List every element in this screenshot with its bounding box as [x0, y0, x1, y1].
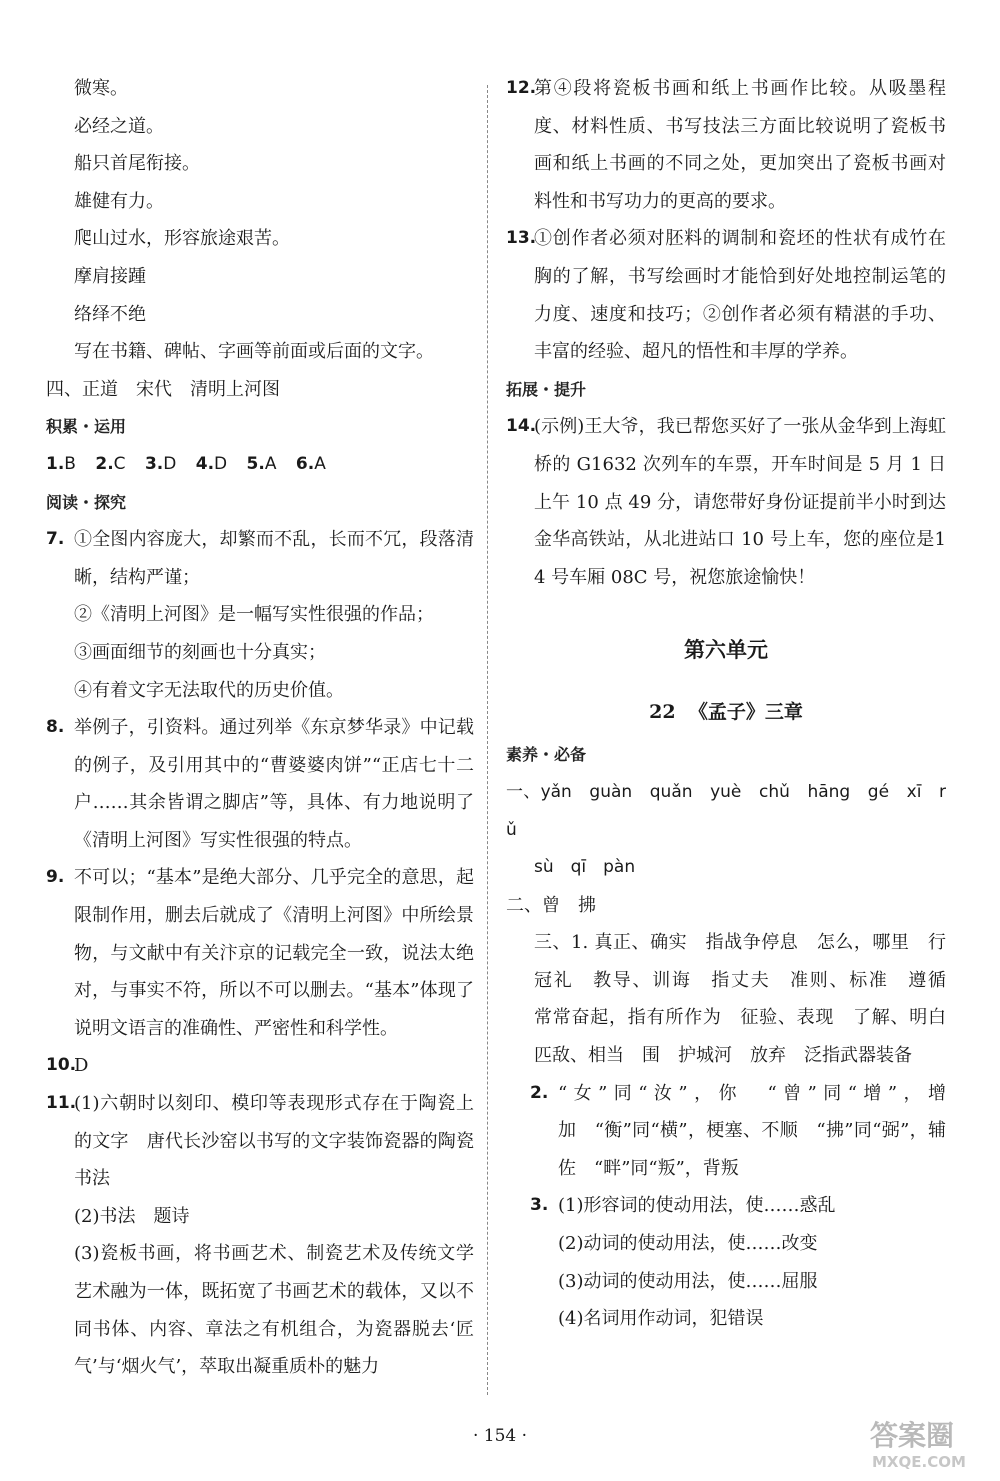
answer-subline: (2)动词的使动用法，使……改变 [558, 1233, 818, 1255]
answer-line: 络绎不绝 [74, 303, 146, 325]
answer-subline: ④有着文字无法取代的历史价值。 [74, 679, 344, 701]
question-number: 13. [506, 228, 537, 249]
mc-item: 1.B [46, 453, 76, 474]
answer-line: 写在书籍、碑帖、字画等前面或后面的文字。 [74, 341, 434, 363]
section-heading-tuozhan: 拓展・提升 [506, 379, 587, 399]
question-number: 11. [46, 1093, 77, 1114]
answer-subline: ③画面细节的刻画也十分真实； [74, 641, 326, 663]
question-number: 12. [506, 78, 537, 98]
section-heading-suyang: 素养・必备 [506, 745, 587, 765]
question-number: 7. [46, 529, 65, 550]
question-10: 10. D [46, 1047, 474, 1085]
mc-item: 2.C [95, 453, 126, 474]
question-8: 8. 举例子，引资料。通过列举《东京梦华录》中记载的例子，及引用其中的“曹婆婆肉饼”“正店七十二户……其余皆谓之脚店”等，具体、有力地说明了《清明上河图》写实性很强的特点。 [46, 709, 474, 859]
section-four: 四、正道 宋代 清明上河图 [46, 378, 280, 400]
question-number: 3. [530, 1195, 549, 1216]
svg-text:MXQE.COM: MXQE.COM [872, 1453, 966, 1471]
question-12: 12. 第④段将瓷板书画和纸上书画作比较。从吸墨程度、材料性质、书写技法三方面比较说明了瓷板书画和纸上书画的不同之处，更加突出了瓷板书画对料性和书写功力的更高的要求。 [506, 70, 946, 220]
multiple-choice-answers [46, 446, 474, 484]
answer-subline: (2)书法 题诗 [74, 1205, 190, 1227]
column-divider [487, 85, 488, 1395]
mc-item: 5.A [246, 453, 277, 474]
answer-line: 船只首尾衔接。 [74, 153, 200, 175]
question-number: 2. [530, 1082, 549, 1103]
question-number: 9. [46, 867, 65, 888]
section-three-1: 三、1. 真正、确实 指战争停息 怎么，哪里 行冠礼 教导、训诲 指丈夫 准则、标准 遵循 常常奋起，指有所作为 征验、表现 了解、明白 匹敌、相当 围 护城河 放弃 泛指武器装备 [534, 932, 964, 1067]
question-number: 10. [46, 1055, 77, 1076]
unit-title: 第六单元 [684, 638, 768, 663]
page-number: · 154 · [472, 1426, 528, 1446]
question-number: 14. [506, 416, 537, 437]
answer-line: 必经之道。 [74, 115, 164, 137]
lesson-title [506, 692, 946, 732]
svg-text:答案圈: 答案圈 [870, 1419, 955, 1452]
answer-subline: ②《清明上河图》是一幅写实性很强的作品； [74, 604, 434, 626]
answer-subline: (4)名词用作动词，犯错误 [558, 1308, 764, 1330]
mc-item: 3.D [144, 453, 177, 474]
section-three-2: 2. “女”同“汝”，你 “曾”同“增”，增加 “衡”同“横”，梗塞、不顺 “拂”同“弼”，辅佐 “畔”同“叛”，背叛 [506, 1075, 946, 1188]
question-number: 8. [46, 717, 65, 738]
question-13: 13. ①创作者必须对胚料的调制和瓷坯的性状有成竹在胸的了解，书写绘画时才能恰到好处地控制运笔的力度、速度和技巧；②创作者必须有精湛的手功、丰富的经验、超凡的悟性和丰厚的学养。 [506, 220, 946, 370]
mc-item: 4.D [195, 453, 228, 474]
pinyin-line: 一、yǎn guàn quǎn yuè chǔ hāng gé xī rǔ [506, 781, 946, 840]
answer-line: 雄健有力。 [74, 190, 164, 212]
section-two: 二、曾 拂 [506, 894, 596, 916]
mc-item: 6.A [295, 453, 326, 474]
left-column [46, 70, 474, 1386]
right-column [506, 70, 964, 1338]
answer-line: 摩肩接踵 [74, 265, 146, 287]
question-9: 9. 不可以；“基本”是绝大部分、几乎完全的意思，起限制作用，删去后就成了《清明上河图》中所绘景物，与文献中有关汴京的记载完全一致，说法太绝对，与事实不符，所以不可以删去。“基本”体现了说明文语言的准确性、严密性和科学性。 [46, 859, 474, 1047]
question-11: 11. (1)六朝时以刻印、模印等表现形式存在于陶瓷上的文字 唐代长沙窑以书写的文字装饰瓷器的陶瓷书法 [46, 1085, 474, 1198]
question-7: 7. ①全图内容庞大，却繁而不乱，长而不冗，段落清晰，结构严谨； [46, 521, 474, 596]
question-14: 14. (示例)王大爷，我已帮您买好了一张从金华到上海虹桥的 G1632 次列车的车票，开车时间是 5 月 1 日上午 10 点 49 分，请您带好身份证提前半小时到达金华高铁站，从北进站口 10 号上车，您的座位是14 号车厢 08C 号，祝您旅途愉快！ [506, 408, 946, 596]
section-heading-jilei: 积累・运用 [46, 417, 127, 437]
lesson-name: 《孟子》三章 [688, 701, 803, 724]
pinyin-line: sù qī pàn [534, 857, 636, 878]
lesson-number: 22 [649, 701, 676, 724]
answer-subline: (3)瓷板书画，将书画艺术、制瓷艺术及传统文学艺术融为一体，既拓宽了书画艺术的载体，又以不同书体、内容、章法之有机组合，为瓷器脱去‘匠气’与‘烟火气’，萃取出凝重质朴的魅力 [74, 1243, 474, 1378]
watermark-logo [868, 1411, 978, 1471]
answer-subline: (3)动词的使动用法，使……屈服 [558, 1270, 818, 1292]
answer-line: 爬山过水，形容旅途艰苦。 [74, 228, 290, 250]
section-three-3: 3. (1)形容词的使动用法，使……惑乱 [506, 1187, 946, 1225]
answer-line: 微寒。 [74, 78, 128, 99]
section-heading-yuedu: 阅读・探究 [46, 492, 127, 512]
